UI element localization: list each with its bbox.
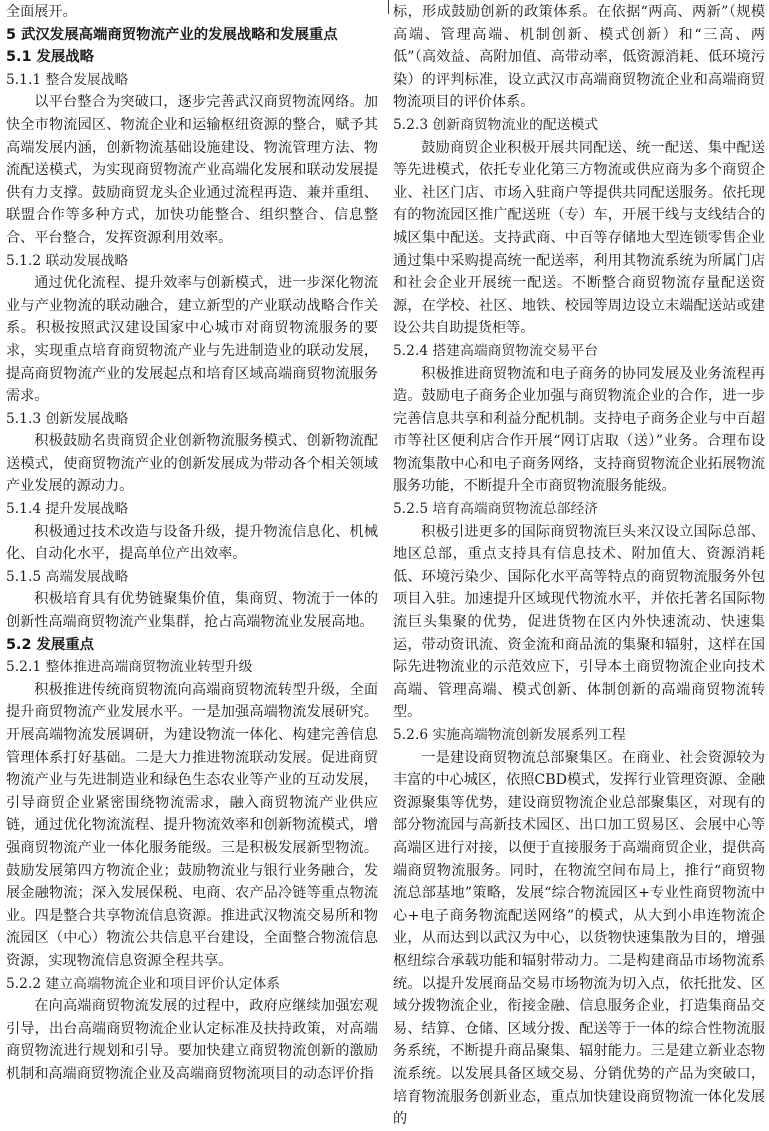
continuation-text: 全面展开。 [6,4,77,20]
right-column [393,1,765,1128]
chapter-heading: 5 武汉发展高端商贸物流产业的发展战略和发展重点 [6,26,338,43]
paragraph-5-1-2: 通过优化流程、提升效率与创新模式，进一步深化物流业与产业物流的联动融合，建立新型的产业联动战略合作关系。积极按照武汉建设国家中心城市对商贸物流服务的要求，实现重点培育商贸物流产业与先进制造业的联动发展，提高商贸物流产业的发展起点和培育区域高端商贸物流服务需求。 [6,275,378,405]
column-divider [388,0,389,14]
subsection-heading-5-2-1: 5.2.1 整体推进高端商贸物流业转型升级 [6,659,253,676]
paragraph-5-1-5: 积极培育具有优势链聚集价值，集商贸、物流于一体的创新性高端商贸物流产业集群，抢占高端物流业发展高地。 [6,591,378,631]
paragraph-5-2-6: 一是建设商贸物流总部聚集区。在商业、社会资源较为丰富的中心城区，依照CBD模式，发挥行业管理资源、金融资源聚集等优势，建设商贸物流企业总部聚集区，对现有的部分物流园与高新技术园区、出口加工贸易区、会展中心等高端区进行对接，以便于直接服务于高端商贸企业，提供高端商贸物流服务。同时，在物流空间布局上，推行“商贸物流总部基地”策略，发展“综合物流园区+专业性商贸物流中心+电子商务物流配送网络”的模式，从大到小串连物流企业，从而达到以武汉为中心，以货物快速集散为目的，增强枢纽综合承载功能和辐射带动力。二是构建商品市场物流系统。以提升发展商品交易市场物流为切入点，依托批发、区域分拨物流企业，衔接金融、信息服务企业，打造集商品交易、结算、仓储、区域分拨、配送等于一体的综合性物流服务系统，不断提升商品聚集、辐射能力。三是建立新业态物流系统。以发展具备区域交易、分销优势的产品为突破口，培育物流服务创新业态，重点加快建设商贸物流一体化发展的 [393,749,765,1128]
subsection-heading-5-2-5: 5.2.5 培育高端商贸物流总部经济 [393,501,599,518]
paragraph-5-1-4: 积极通过技术改造与设备升级，提升物流信息化、机械化、自动化水平，提高单位产出效率。 [6,523,378,563]
subsection-heading-5-1-1: 5.1.1 整合发展战略 [6,71,129,88]
paragraph-5-2-3: 鼓励商贸企业积极开展共同配送、统一配送、集中配送等先进模式，依托专业化第三方物流或供应商为多个商贸企业、社区门店、市场入驻商户等提供共同配送服务。依托现有的物流园区推广配送班（专）车，开展干线与支线结合的城区集中配送。支持武商、中百等存储地大型连锁零售企业通过集中采购提高统一配送率，利用其物流系统为所属门店和社会企业开展统一配送。不断整合商贸物流存量配送资源，在学校、社区、地铁、校园等周边设立末端配送站或建设公共自助提货柜等。 [393,139,765,337]
left-column [6,1,378,1113]
continuation-text-right: 标，形成鼓励创新的政策体系。在依据“两高、两新”（规模高端、管理高端、机制创新、模式创新）和“三高、两低”（高效益、高附加值、高带动率，低资源消耗、低环境污染）的评判标准，设立武汉市高端商贸物流企业和高端商贸物流项目的评价体系。 [393,4,765,111]
paragraph-5-2-4: 积极推进商贸物流和电子商务的协同发展及业务流程再造。鼓励电子商务企业加强与商贸物流企业的合作，进一步完善信息共享和利益分配机制。支持电子商务企业与中百超市等社区便利店合作开展“网订店取（送）”业务。合理布设物流集散中心和电子商务网络，支持商贸物流企业拓展物流服务功能，不断提升全市商贸物流服务能级。 [393,365,765,495]
paragraph-5-2-1: 积极推进传统商贸物流向高端商贸物流转型升级，全面提升商贸物流产业发展水平。一是加强高端物流发展研究。开展高端物流发展调研，为建设物流一体化、构建完善信息管理体系打好基础。二是大力推进物流联动发展。促进商贸物流产业与先进制造业和绿色生态农业等产业的互动发展，引导商贸企业紧密围绕物流需求，融入商贸物流产业供应链，通过优化物流流程、提升物流效率和创新物流模式，增强商贸物流产业一体化服务能级。三是积极发展新型物流。鼓励发展第四方物流企业；鼓励物流业与银行业务融合，发展金融物流；深入发展保税、电商、农产品冷链等重点物流业。四是整合共享物流信息资源。推进武汉物流交易所和物流园区（中心）物流公共信息平台建设，全面整合物流信息资源，实现物流信息资源全程共享。 [6,681,378,969]
subsection-heading-5-1-5: 5.1.5 高端发展战略 [6,568,129,585]
paragraph-5-2-2: 在向高端商贸物流发展的过程中，政府应继续加强宏观引导，出台高端商贸物流企业认定标准及扶持政策，对高端商贸物流进行规划和引导。要加快建立商贸物流创新的激励机制和高端商贸物流企业及高端商贸物流项目的动态评价指 [6,998,378,1082]
subsection-heading-5-1-2: 5.1.2 联动发展战略 [6,252,129,269]
subsection-heading-5-2-6: 5.2.6 实施高端物流创新发展系列工程 [393,727,626,743]
section-heading-5-2: 5.2 发展重点 [6,636,95,653]
subsection-heading-5-2-2: 5.2.2 建立高端物流企业和项目评价认定体系 [6,975,281,992]
paragraph-5-1-1: 以平台整合为突破口，逐步完善武汉商贸物流网络。加快全市物流园区、物流企业和运输枢纽资源的整合，赋予其高端发展内涵，创新物流基础设施建设、物流管理方法、物流配送模式，为实现商贸物流产业高端化发展和联动发展提供有力支撑。鼓励商贸龙头企业通过流程再造、兼并重组、联盟合作等多种方式，加快功能整合、组织整合、信息整合、平台整合，发挥资源利用效率。 [6,94,378,246]
subsection-heading-5-1-3: 5.1.3 创新发展战略 [6,410,129,427]
subsection-heading-5-2-4: 5.2.4 搭建高端商贸物流交易平台 [393,342,599,359]
paragraph-5-1-3: 积极鼓励名贵商贸企业创新物流服务模式、创新物流配送模式，使商贸物流产业的创新发展成为带动各个相关领域产业发展的源动力。 [6,433,378,495]
section-heading-5-1: 5.1 发展战略 [6,49,95,66]
paragraph-5-2-5: 积极引进更多的国际商贸物流巨头来汉设立国际总部、地区总部，重点支持具有信息技术、附加值大、资源消耗低、环境污染少、国际化水平高等特点的商贸物流服务外包项目入驻。加速提升区域现代物流水平，并依托著名国际物流巨头集聚的优势，促进货物在区内外快速流动、快速集运，带动资讯流、资金流和商品流的集聚和辐射，这样在国际先进物流业的示范效应下，引导本土商贸物流企业向技术高端、管理高端、模式创新、体制创新的高端商贸物流转型。 [393,523,765,721]
subsection-heading-5-1-4: 5.1.4 提升发展战略 [6,501,129,518]
subsection-heading-5-2-3: 5.2.3 创新商贸物流业的配送模式 [393,116,599,133]
